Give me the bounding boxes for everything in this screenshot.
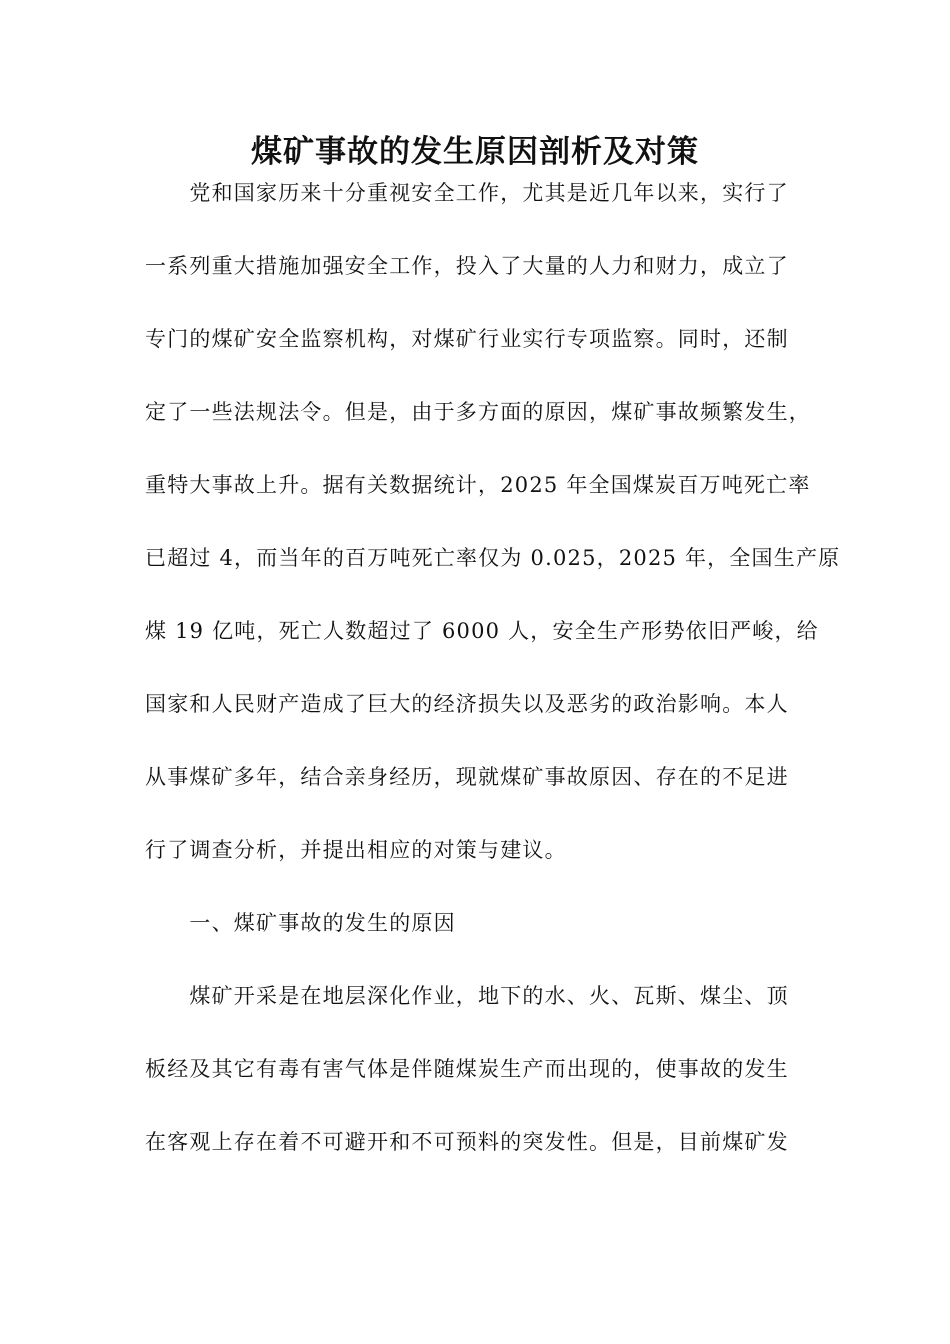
- section-heading: 一、煤矿事故的发生的原因: [145, 911, 456, 935]
- text-line: 在客观上存在着不可避开和不可预料的突发性。但是，目前煤矿发: [145, 1130, 789, 1154]
- text-line: 板经及其它有毒有害气体是伴随煤炭生产而出现的，使事故的发生: [145, 1057, 789, 1081]
- text-line: 一系列重大措施加强安全工作，投入了大量的人力和财力，成立了: [145, 254, 789, 278]
- text-line: 党和国家历来十分重视安全工作，尤其是近几年以来，实行了: [145, 181, 789, 205]
- text-line: 从事煤矿多年，结合亲身经历，现就煤矿事故原因、存在的不足进: [145, 765, 789, 789]
- text-line: 煤 19 亿吨，死亡人数超过了 6000 人，安全生产形势依旧严峻，给: [145, 619, 819, 643]
- text-line: 已超过 4，而当年的百万吨死亡率仅为 0.025，2025 年，全国生产原: [145, 546, 841, 570]
- text-line: 煤矿开采是在地层深化作业，地下的水、火、瓦斯、煤尘、顶: [145, 984, 789, 1008]
- text-line: 专门的煤矿安全监察机构，对煤矿行业实行专项监察。同时，还制: [145, 327, 789, 351]
- text-line: 行了调查分析，并提出相应的对策与建议。: [145, 838, 567, 862]
- document-title: 煤矿事故的发生原因剖析及对策: [251, 134, 699, 170]
- text-line: 国家和人民财产造成了巨大的经济损失以及恶劣的政治影响。本人: [145, 692, 789, 716]
- text-line: 重特大事故上升。据有关数据统计，2025 年全国煤炭百万吨死亡率: [145, 473, 811, 497]
- text-line: 定了一些法规法令。但是，由于多方面的原因，煤矿事故频繁发生，: [145, 400, 811, 424]
